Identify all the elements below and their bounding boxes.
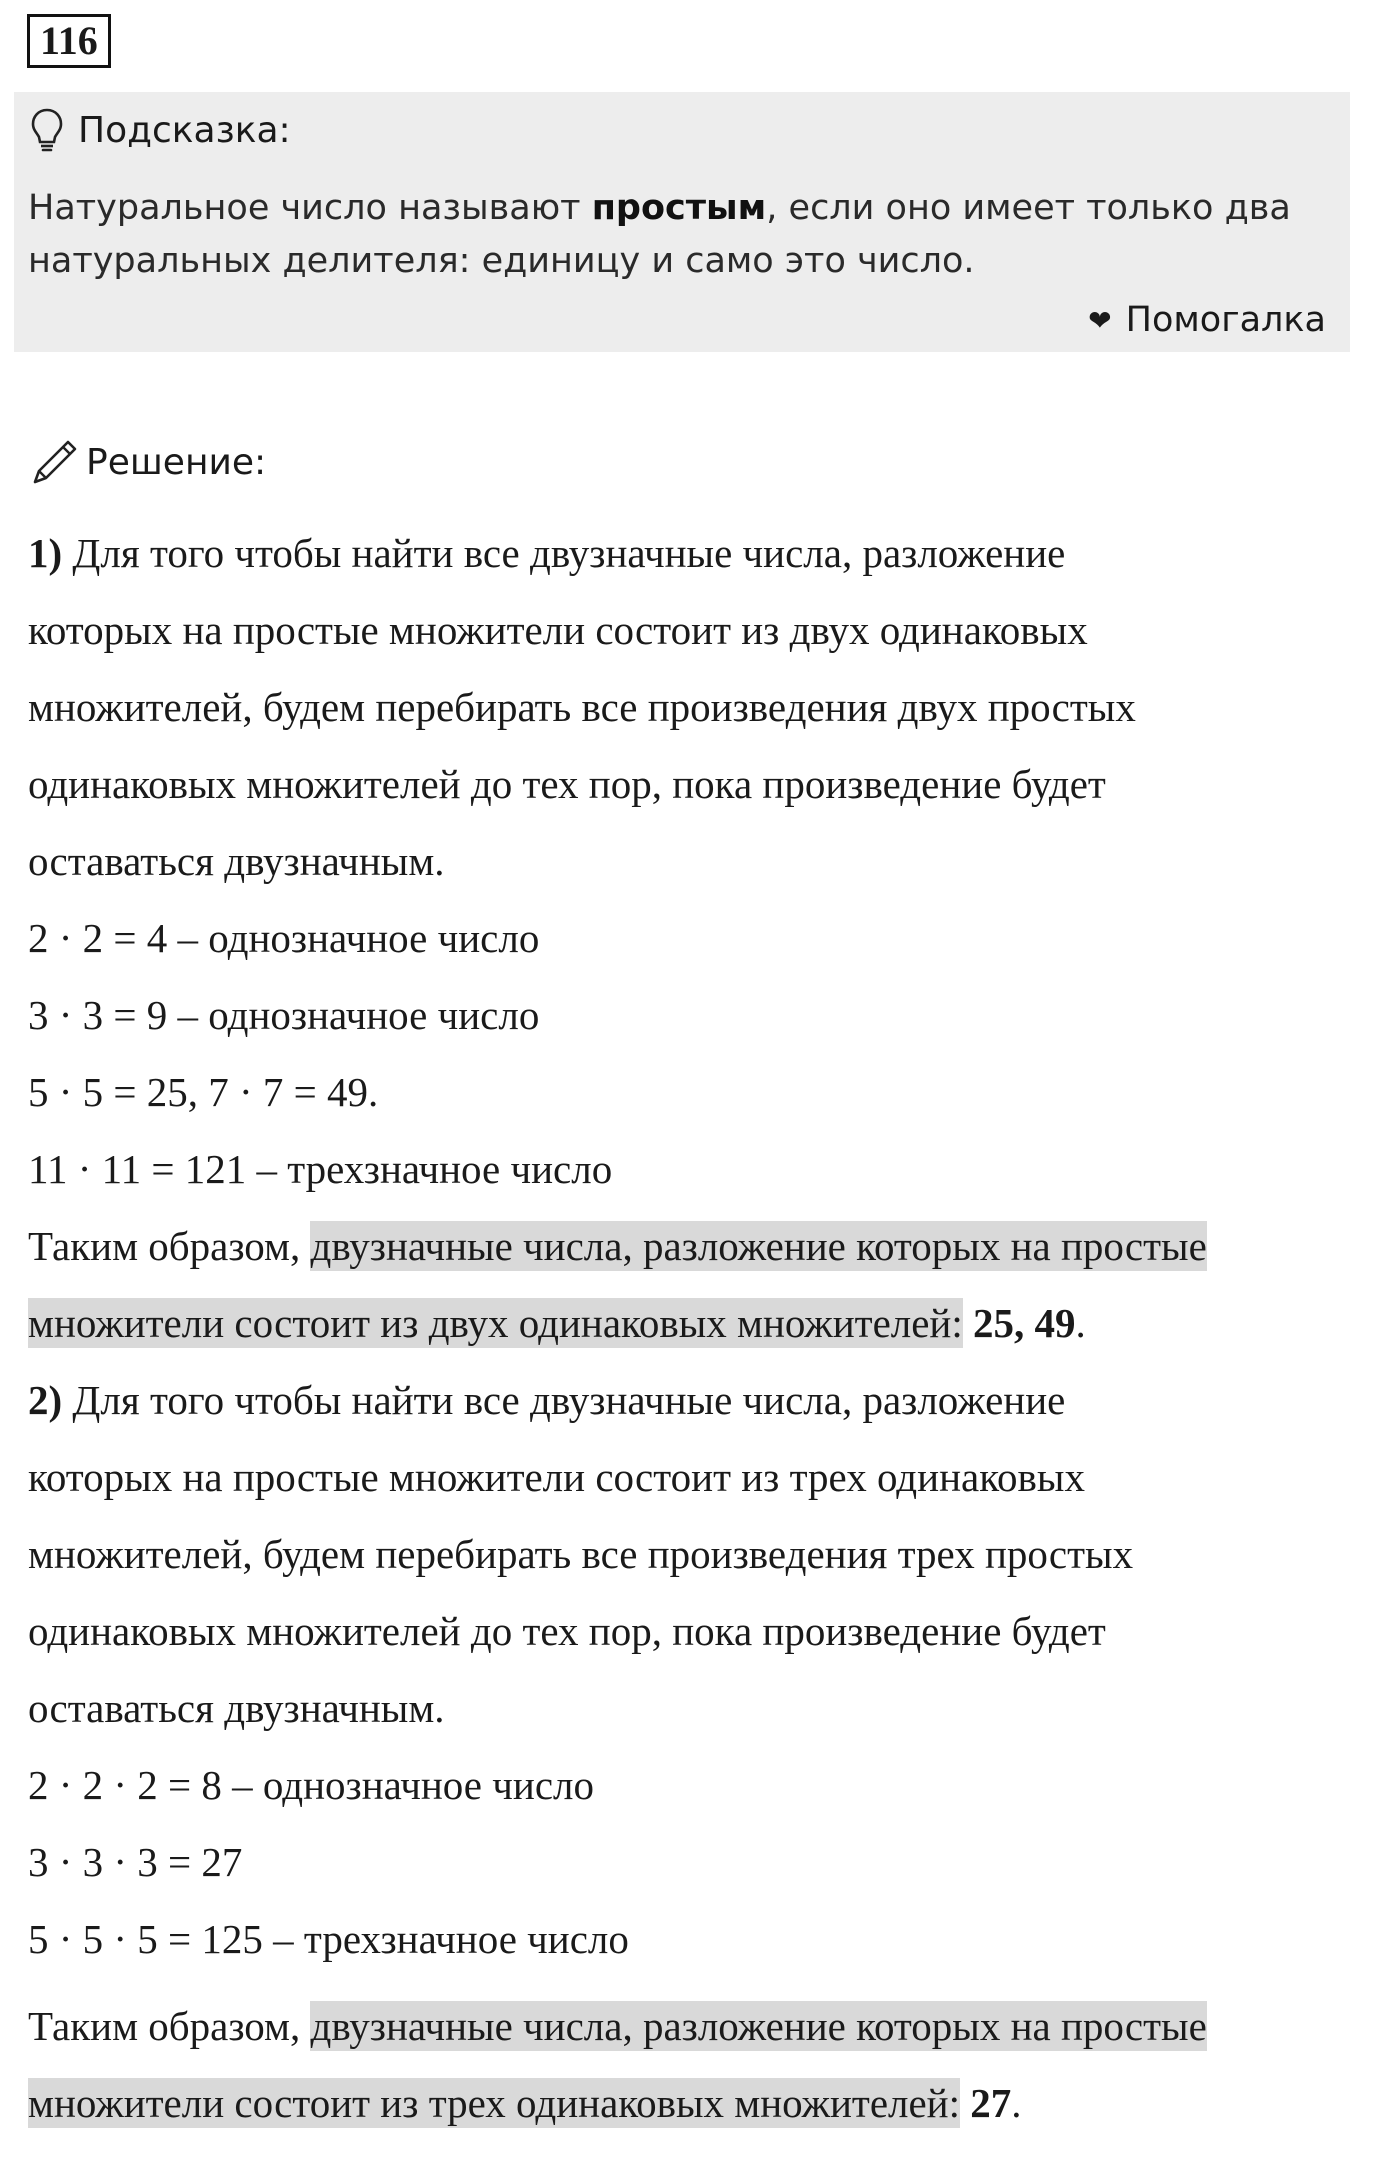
part2-line-1: 2) Для того чтобы найти все двузначные числа, разложение	[28, 1377, 1066, 1423]
part2-number: 2)	[28, 1377, 63, 1423]
solution-header	[30, 435, 266, 489]
brand-label: Помогалка	[1125, 300, 1326, 340]
part2-conclusion-1: Таким образом, двузначные числа, разложение которых на простые	[28, 2003, 1207, 2049]
part1-conclusion-2: множители состоит из двух одинаковых множителей: 25, 49.	[28, 1300, 1086, 1346]
part2-highlight-2: множители состоит из трех одинаковых множителей:	[28, 2080, 961, 2126]
part1-line-1: 1) Для того чтобы найти все двузначные числа, разложение	[28, 530, 1066, 576]
part2-line-3: множителей, будем перебирать все произведения трех простых	[28, 1531, 1134, 1577]
part1-highlight-1: двузначные числа, разложение которых на простые	[310, 1223, 1207, 1269]
task-number: 116	[27, 14, 111, 68]
part2-answer: 27	[970, 2080, 1012, 2126]
part2-calc-3: 5 · 5 · 5 = 125 – трехзначное число	[28, 1916, 629, 1962]
part1-number: 1)	[28, 530, 63, 576]
part2-calc-2: 3 · 3 · 3 = 27	[28, 1839, 243, 1885]
part1-highlight-2: множители состоит из двух одинаковых множителей:	[28, 1300, 963, 1346]
part2-calc-1: 2 · 2 · 2 = 8 – однозначное число	[28, 1762, 594, 1808]
part1-conclusion-1: Таким образом, двузначные числа, разложение которых на простые	[28, 1223, 1207, 1269]
part1-answer: 25, 49	[973, 1300, 1076, 1346]
solution-body	[28, 515, 1358, 2142]
part1-line-2: которых на простые множители состоит из двух одинаковых	[28, 607, 1088, 653]
solution-title: Решение:	[86, 441, 267, 483]
part2-line-4: одинаковых множителей до тех пор, пока произведение будет	[28, 1608, 1106, 1654]
part2-highlight-1: двузначные числа, разложение которых на простые	[310, 2003, 1207, 2049]
part2-line-5: оставаться двузначным.	[28, 1685, 445, 1731]
part1-line-4: одинаковых множителей до тех пор, пока произведение будет	[28, 761, 1106, 807]
part1-calc-2: 3 · 3 = 9 – однозначное число	[28, 992, 540, 1038]
part1-line-3: множителей, будем перебирать все произведения двух простых	[28, 684, 1136, 730]
hint-line-2: натуральных делителя: единицу и само это число.	[28, 241, 975, 281]
part1-calc-3: 5 · 5 = 25, 7 · 7 = 49.	[28, 1069, 379, 1115]
hint-text	[28, 182, 1328, 288]
part2-conclusion-2: множители состоит из трех одинаковых множителей: 27.	[28, 2080, 1022, 2126]
hint-bold-term: простым	[591, 188, 767, 228]
hint-line-1: Натуральное число называют простым, если оно имеет только два	[28, 188, 1291, 228]
part1-line-5: оставаться двузначным.	[28, 838, 445, 884]
brand-link[interactable]	[1088, 295, 1326, 345]
heart-icon: ❤	[1088, 303, 1112, 337]
part2-line-2: которых на простые множители состоит из трех одинаковых	[28, 1454, 1085, 1500]
pencil-icon	[30, 437, 80, 487]
hint-header	[30, 105, 291, 155]
lightbulb-icon	[30, 107, 64, 153]
part1-calc-4: 11 · 11 = 121 – трехзначное число	[28, 1146, 613, 1192]
hint-title: Подсказка:	[78, 109, 291, 151]
part1-calc-1: 2 · 2 = 4 – однозначное число	[28, 915, 540, 961]
